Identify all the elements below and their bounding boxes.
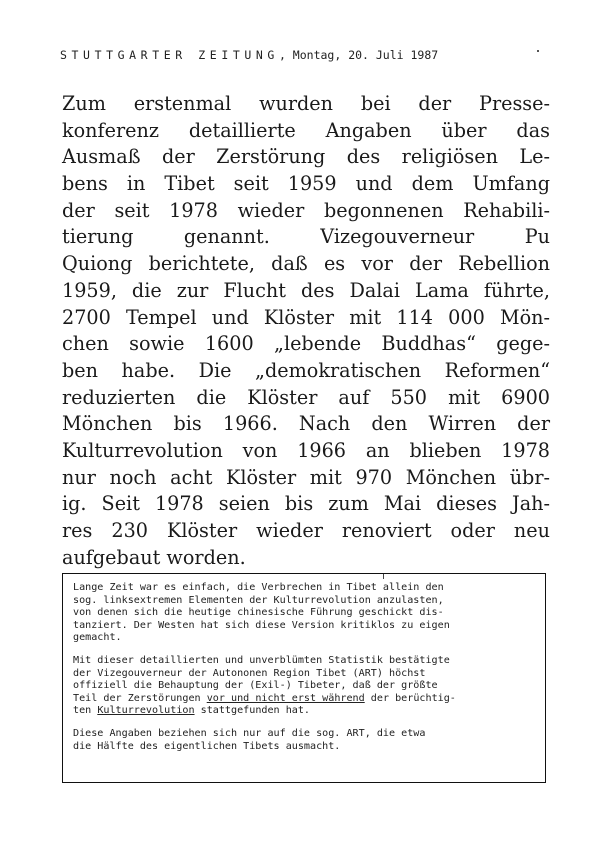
article-line: Zum erstenmal wurden bei der Presse-	[62, 92, 550, 115]
article-text	[62, 91, 550, 571]
article-line: ig. Seit 1978 seien bis zum Mai dieses Jah-	[62, 492, 550, 516]
commentary-line: der Vizegouverneur der Autononen Region Tibet (ART) höchst	[73, 667, 426, 679]
underlined-term: Kulturrevolution	[97, 705, 195, 717]
commentary-paragraph-2	[73, 655, 537, 718]
commentary-line	[73, 705, 537, 718]
commentary-paragraph-3	[73, 728, 537, 753]
commentary-paragraph-1	[73, 582, 537, 645]
commentary-line: von denen sich die heutige chinesische Führung geschickt dis-	[73, 607, 444, 619]
article-line: 1959, die zur Flucht des Dalai Lama führte,	[62, 278, 550, 302]
commentary-line	[73, 693, 537, 706]
commentary-line: tanziert. Der Westen hat sich diese Version kritiklos zu eigen	[73, 619, 450, 631]
article-line: Kulturrevolution von 1966 an blieben 1978	[62, 438, 550, 462]
article-line: der seit 1978 wieder begonnenen Rehabili-	[62, 198, 550, 222]
article-line: res 230 Klöster wieder renoviert oder neu	[62, 519, 550, 542]
article-line: bens in Tibet seit 1959 und dem Umfang	[62, 172, 550, 196]
article-line: Quiong berichtete, daß es vor der Rebellion	[62, 252, 550, 276]
commentary-line: offiziell die Behauptung der (Exil-) Tibeter, daß der größte	[73, 680, 438, 692]
article-line: Ausmaß der Zerstörung des religiösen Le-	[62, 145, 550, 169]
commentary-line: sog. linksextremen Elementen der Kulturrevolution anzulasten,	[73, 594, 444, 606]
commentary-text: ten	[73, 705, 98, 717]
dateline: , Montag, 20. Juli 1987	[278, 48, 439, 62]
masthead: STUTTGARTER ZEITUNG	[60, 48, 279, 62]
commentary-line: gemacht.	[73, 632, 122, 644]
commentary-line: Lange Zeit war es einfach, die Verbrechen in Tibet allein den	[73, 582, 444, 593]
commentary-text: Teil der Zerstörungen	[73, 692, 207, 704]
underlined-phrase: vor und nicht erst während	[206, 692, 365, 704]
commentary-line: die Hälfte des eigentlichen Tibets ausmacht.	[73, 740, 341, 752]
article-line: 2700 Tempel und Klöster mit 114 000 Mön-	[62, 305, 550, 329]
commentary-box	[62, 573, 546, 783]
article-line: konferenz detaillierte Angaben über das	[62, 118, 550, 142]
commentary-line: Diese Angaben beziehen sich nur auf die sog. ART, die etwa	[73, 727, 426, 739]
article-line: nur noch acht Klöster mit 970 Mönchen übr-	[62, 465, 550, 489]
commentary-text: der berüchtig-	[364, 692, 456, 704]
scan-speck	[537, 50, 539, 52]
commentary-text: stattgefunden hat.	[194, 705, 311, 717]
article-line: reduzierten die Klöster auf 550 mit 6900	[62, 385, 550, 409]
article-line: ben habe. Die „demokratischen Reformen“	[62, 358, 550, 382]
article-line: Mönchen bis 1966. Nach den Wirren der	[62, 412, 550, 436]
newspaper-header	[60, 48, 438, 62]
commentary-line: Mit dieser detaillierten und unverblümten Statistik bestätigte	[73, 654, 450, 666]
article-line: chen sowie 1600 „lebende Buddhas“ gege-	[62, 332, 550, 356]
article-line: aufgebaut worden.	[62, 545, 246, 569]
article-line: tierung genannt. Vizegouverneur Pu	[62, 225, 550, 249]
